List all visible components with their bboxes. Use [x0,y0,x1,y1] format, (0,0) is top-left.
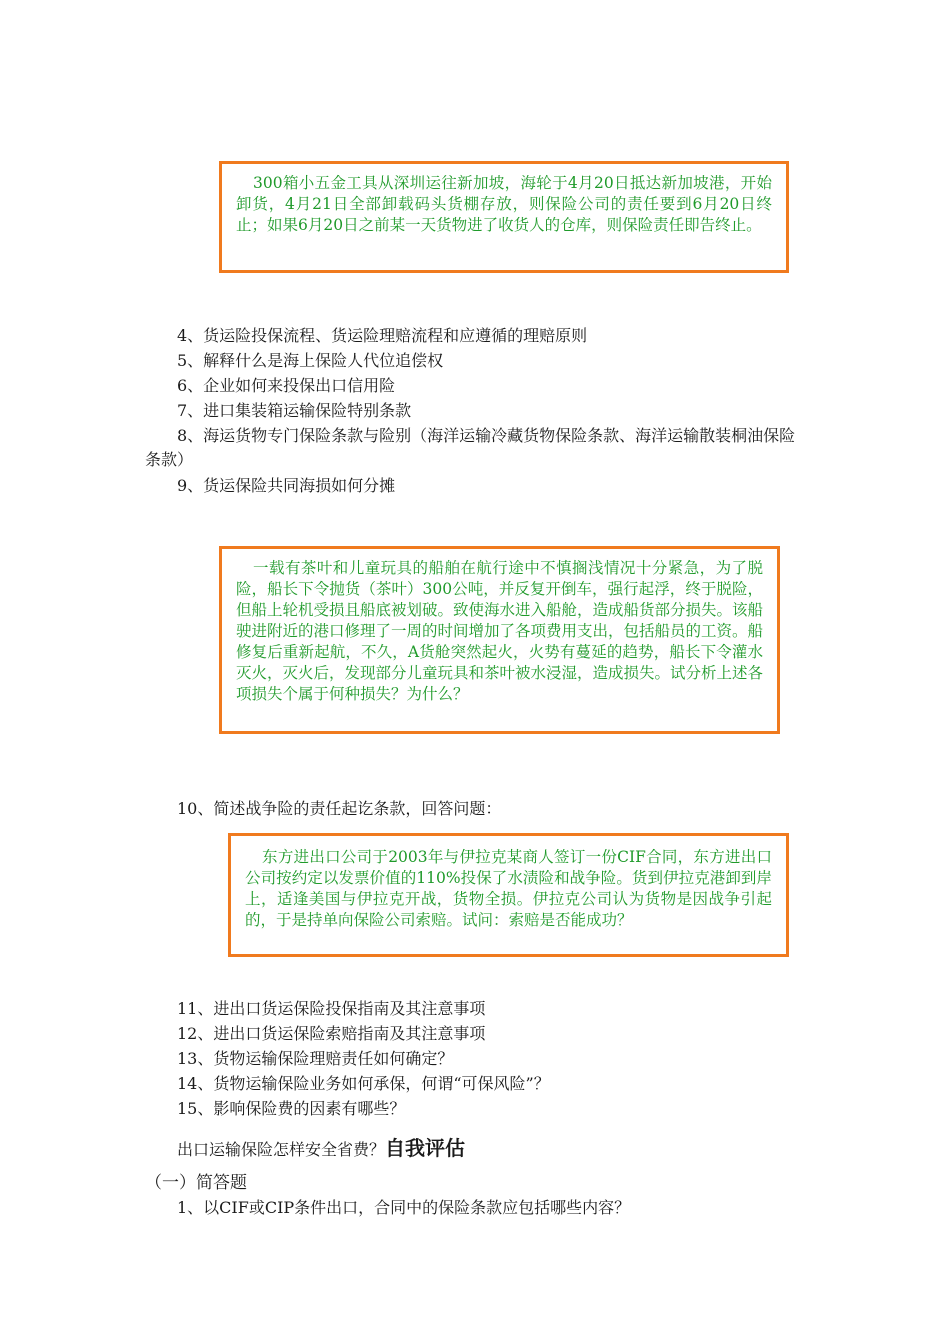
question-1: 1、以CIF或CIP条件出口，合同中的保险条款应包括哪些内容？ [177,1198,631,1217]
case-text-3: 东方进出口公司于2003年与伊拉克某商人签订一份CIF合同，东方进出口公司按约定以发票价值的110%投保了水渍险和战争险。货到伊拉克港卸到岸上，适逢美国与伊拉克开战，货物全损。伊拉克公司认为货物是因战争引起的，于是持单向保险公司索赔。试问：索赔是否能成功？ [245,848,772,929]
list-item-7: 7、进口集装箱运输保险特别条款 [177,401,412,420]
list-item-4: 4、货运险投保流程、货运险理赔流程和应遵循的理赔原则 [177,326,588,345]
list-item-6: 6、企业如何来投保出口信用险 [177,376,396,395]
list-item-9: 9、货运保险共同海损如何分摊 [177,476,396,495]
case-text-1: 300箱小五金工具从深圳运往新加坡，海轮于4月20日抵达新加坡港，开始卸货，4月21日全部卸载码头货棚存放，则保险公司的责任要到6月20日终止；如果6月20日之前某一天货物进了收货人的仓库，则保险责任即告终止。 [236,174,772,234]
list-item-15: 15、影响保险费的因素有哪些？ [177,1099,406,1118]
list-item-14: 14、货物运输保险业务如何承保，何谓“可保风险”？ [177,1074,550,1093]
section-heading [145,1133,810,1165]
list-item-13: 13、货物运输保险理赔责任如何确定？ [177,1049,454,1068]
list-item-11: 11、进出口货运保险投保指南及其注意事项 [177,999,486,1018]
list-item-12: 12、进出口货运保险索赔指南及其注意事项 [177,1024,486,1043]
section-prefix: 出口运输保险怎样安全省费？ [177,1140,386,1159]
case-box-war-risk [228,833,789,957]
case-box-general-average [219,546,780,734]
subsection-title: （一）简答题 [145,1173,247,1193]
list-item-5: 5、解释什么是海上保险人代位追偿权 [177,351,444,370]
case-box-cargo-transit [219,161,789,273]
list-item-10: 10、简述战争险的责任起讫条款，回答问题： [177,799,502,818]
list-item-8: 8、海运货物专门保险条款与险别（海洋运输冷藏货物保险条款、海洋运输散装桐油保险条款） [145,426,796,469]
section-title: 自我评估 [385,1136,466,1160]
case-text-2: 一载有茶叶和儿童玩具的船舶在航行途中不慎搁浅情况十分紧急，为了脱险，船长下令抛货（茶叶）300公吨，并反复开倒车，强行起浮，终于脱险，但船上轮机受损且船底被划破。致使海水进入船舱，造成船货部分损失。该船驶进附近的港口修理了一周的时间增加了各项费用支出，包括船员的工资。船修复后重新起航，不久，A货舱突然起火，火势有蔓延的趋势，船长下令灌水灭火，灭火后，发现部分儿童玩具和茶叶被水浸湿，造成损失。试分析上述各项损失个属于何种损失？为什么？ [236,559,764,703]
